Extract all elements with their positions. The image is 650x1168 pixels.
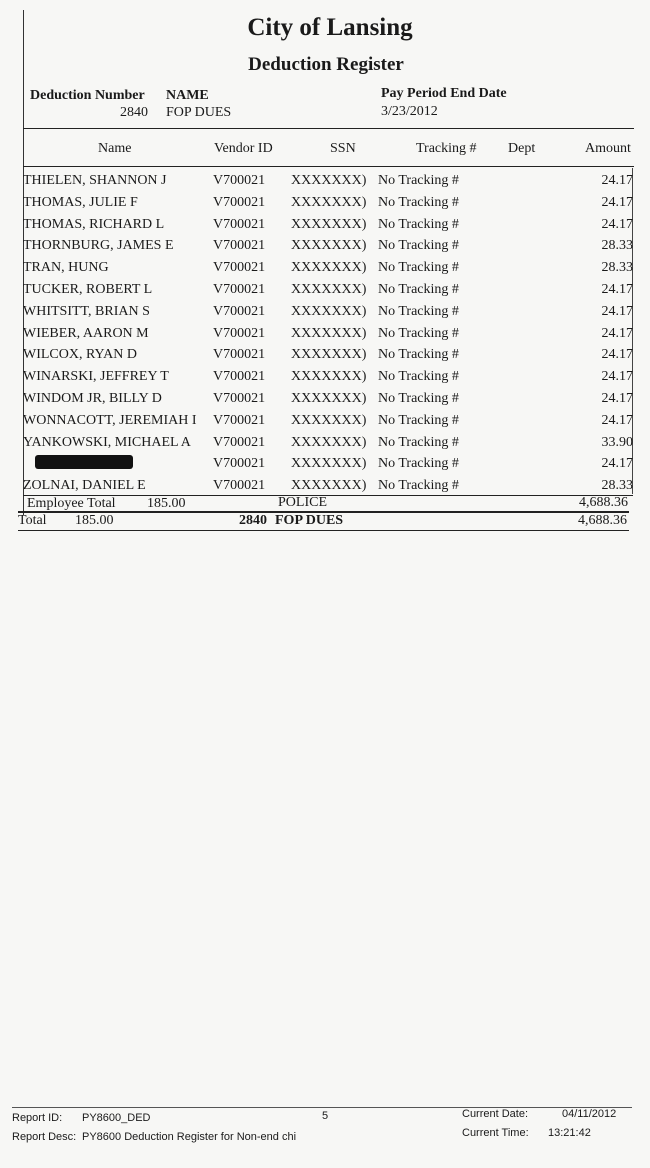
row-ssn: XXXXXXX): [291, 282, 367, 297]
row-amount: 24.17: [601, 456, 633, 472]
header-rule: [23, 128, 634, 129]
pay-period-label: Pay Period End Date: [381, 86, 507, 101]
grand-total-bottom-rule: [18, 530, 629, 531]
row-ssn: XXXXXXX): [291, 194, 367, 210]
row-amount: 28.33: [601, 260, 633, 276]
current-time-value: 13:21:42: [548, 1127, 591, 1139]
row-tracking: No Tracking #: [378, 282, 459, 297]
row-vendor-id: V700021: [213, 325, 266, 341]
row-tracking: No Tracking #: [378, 391, 459, 406]
row-amount: 24.17: [601, 391, 633, 406]
grand-total-deduction-number: 2840: [239, 513, 267, 528]
table-row: [23, 344, 633, 366]
current-time-label: Current Time:: [462, 1127, 529, 1139]
row-tracking: No Tracking #: [378, 325, 459, 341]
row-vendor-id: V700021: [213, 412, 266, 428]
table-row: [23, 388, 633, 410]
row-name: ZOLNAI, DANIEL E: [23, 478, 146, 494]
row-vendor-id: V700021: [213, 478, 266, 494]
grand-total-amount: 4,688.36: [578, 513, 627, 528]
table-row: [23, 214, 633, 236]
row-ssn: XXXXXXX): [291, 238, 367, 254]
col-header-name: Name: [98, 141, 132, 156]
row-vendor-id: V700021: [213, 238, 266, 254]
row-vendor-id: V700021: [213, 456, 266, 472]
row-vendor-id: V700021: [213, 260, 266, 276]
row-name: YANKOWSKI, MICHAEL A: [23, 434, 191, 450]
row-amount: 24.17: [601, 282, 633, 297]
row-name: THORNBURG, JAMES E: [23, 238, 174, 254]
table-row: [23, 257, 633, 279]
row-tracking: No Tracking #: [378, 347, 459, 363]
row-vendor-id: V700021: [213, 347, 266, 363]
row-name: WIEBER, AARON M: [23, 325, 149, 341]
col-header-tracking: Tracking #: [416, 141, 477, 156]
row-name: WINDOM JR, BILLY D: [23, 391, 162, 406]
page-number: 5: [322, 1110, 329, 1122]
row-vendor-id: V700021: [213, 369, 266, 385]
row-name: WINARSKI, JEFFREY T: [23, 369, 169, 385]
row-vendor-id: V700021: [213, 434, 266, 450]
deduction-number-value: 2840: [120, 105, 148, 120]
table-row: [23, 279, 633, 301]
table-row: [23, 235, 633, 257]
employee-total-label: Employee Total: [27, 496, 116, 511]
row-name: THOMAS, RICHARD L: [23, 216, 165, 232]
grand-total-name: FOP DUES: [275, 513, 344, 528]
table-row: [23, 475, 633, 497]
current-date-label: Current Date:: [462, 1108, 529, 1120]
row-ssn: XXXXXXX): [291, 260, 367, 276]
name-value: FOP DUES: [166, 105, 232, 120]
row-name: WONNACOTT, JEREMIAH I: [23, 412, 197, 428]
row-amount: 24.17: [601, 325, 633, 341]
column-header-rule: [23, 166, 634, 167]
row-ssn: XXXXXXX): [291, 173, 367, 188]
row-ssn: XXXXXXX): [291, 391, 367, 406]
row-amount: 33.90: [601, 434, 633, 450]
table-row: [23, 170, 633, 192]
row-ssn: XXXXXXX): [291, 369, 367, 385]
row-ssn: XXXXXXX): [291, 456, 367, 472]
row-tracking: No Tracking #: [378, 194, 459, 210]
row-name: THIELEN, SHANNON J: [23, 173, 167, 188]
row-ssn: XXXXXXX): [291, 325, 367, 341]
row-vendor-id: V700021: [213, 391, 266, 406]
col-header-vendor: Vendor ID: [214, 141, 273, 156]
row-tracking: No Tracking #: [378, 238, 459, 254]
employee-total-dept: POLICE: [278, 495, 327, 510]
footer-rule: [12, 1107, 632, 1108]
employee-total-count: 185.00: [147, 496, 186, 511]
row-vendor-id: V700021: [213, 282, 266, 297]
row-amount: 24.17: [601, 412, 633, 428]
page-subtitle: Deduction Register: [248, 54, 404, 75]
row-tracking: No Tracking #: [378, 260, 459, 276]
row-name: WHITSITT, BRIAN S: [23, 303, 150, 319]
row-amount: 24.17: [601, 303, 633, 319]
row-name: WILCOX, RYAN D: [23, 347, 137, 363]
row-tracking: No Tracking #: [378, 216, 459, 232]
row-amount: 28.33: [601, 238, 633, 254]
row-vendor-id: V700021: [213, 194, 266, 210]
row-amount: 24.17: [601, 216, 633, 232]
row-amount: 24.17: [601, 194, 633, 210]
report-desc-value: PY8600 Deduction Register for Non-end chi: [82, 1131, 297, 1143]
col-header-ssn: SSN: [330, 141, 356, 156]
row-vendor-id: V700021: [213, 173, 266, 188]
redaction-mark: [35, 455, 133, 469]
grand-total-count: 185.00: [75, 513, 114, 528]
row-tracking: No Tracking #: [378, 173, 459, 188]
table-row: [23, 410, 633, 432]
table-row: [23, 323, 633, 345]
table-row: [23, 432, 633, 454]
row-ssn: XXXXXXX): [291, 216, 367, 232]
page-title: City of Lansing: [247, 14, 413, 41]
row-tracking: No Tracking #: [378, 412, 459, 428]
row-amount: 24.17: [601, 347, 633, 363]
row-ssn: XXXXXXX): [291, 434, 367, 450]
report-id-label: Report ID:: [12, 1112, 63, 1124]
pay-period-value: 3/23/2012: [381, 104, 438, 119]
row-ssn: XXXXXXX): [291, 412, 367, 428]
row-ssn: XXXXXXX): [291, 478, 367, 494]
col-header-dept: Dept: [508, 141, 536, 156]
row-tracking: No Tracking #: [378, 456, 459, 472]
row-name: THOMAS, JULIE F: [23, 194, 138, 210]
row-amount: 28.33: [601, 478, 633, 494]
employee-total-amount: 4,688.36: [579, 495, 628, 510]
report-id-value: PY8600_DED: [82, 1112, 151, 1124]
current-date-value: 04/11/2012: [562, 1108, 617, 1120]
row-name: TUCKER, ROBERT L: [23, 282, 153, 297]
row-vendor-id: V700021: [213, 303, 266, 319]
row-ssn: XXXXXXX): [291, 303, 367, 319]
row-amount: 24.17: [601, 173, 633, 188]
table-row: [23, 301, 633, 323]
name-label: NAME: [166, 88, 209, 103]
row-tracking: No Tracking #: [378, 369, 459, 385]
row-tracking: No Tracking #: [378, 478, 459, 494]
row-vendor-id: V700021: [213, 216, 266, 232]
table-row: [23, 192, 633, 214]
row-amount: 24.17: [601, 369, 633, 385]
row-ssn: XXXXXXX): [291, 347, 367, 363]
table-row: [23, 366, 633, 388]
grand-total-label: Total: [18, 513, 47, 528]
deduction-number-label: Deduction Number: [30, 88, 145, 103]
report-desc-label: Report Desc:: [12, 1131, 77, 1143]
col-header-amount: Amount: [585, 141, 631, 156]
row-name: TRAN, HUNG: [23, 260, 109, 276]
row-tracking: No Tracking #: [378, 434, 459, 450]
row-tracking: No Tracking #: [378, 303, 459, 319]
